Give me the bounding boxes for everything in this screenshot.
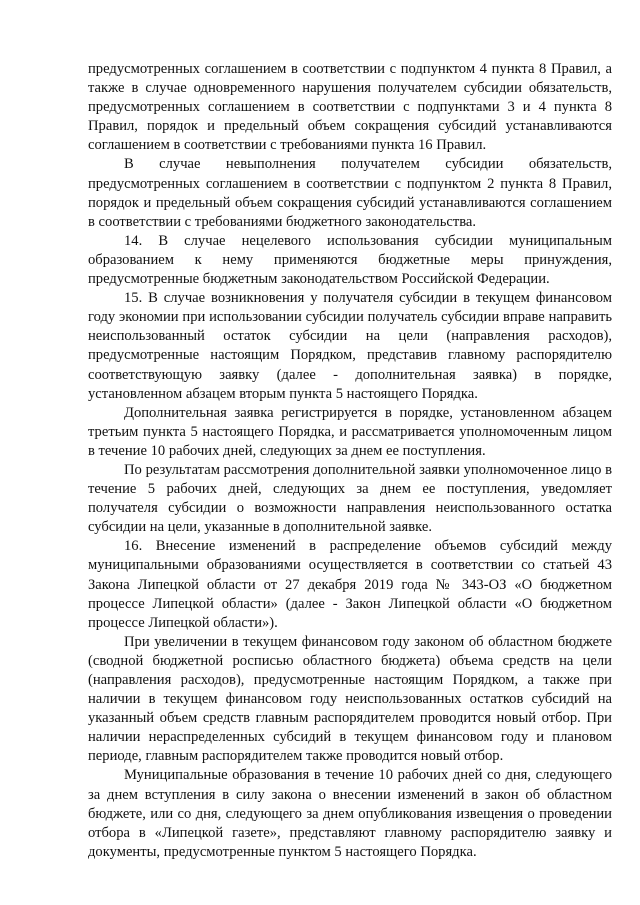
paragraph: Дополнительная заявка регистрируется в порядке, установленном абзацем третьим пункта 5 настоящего Порядка, и рассматривается уполномоченным лицом в течение 10 рабочих дней, следующих за днем ее поступления. bbox=[88, 404, 612, 459]
paragraph-item-15: 15. В случае возникновения у получателя субсидии в текущем финансовом году экономии при использовании субсидии получатель субсидии вправе направить неиспользованный остаток субсидии на цели (направления расходов), предусмотренные настоящим Порядком, представив главному распорядителю соответствующую заявку (далее - дополнительная заявка) в порядке, установленном абзацем вторым пункта 5 настоящего Порядка. bbox=[88, 290, 612, 402]
paragraph: В случае невыполнения получателем субсидии обязательств, предусмотренных соглашением в соответствии с подпунктом 2 пункта 8 Правил, порядок и предельный объем сокращения субсидий устанавливаются соглашением в соответствии с требованиями бюджетного законодательства. bbox=[88, 156, 612, 230]
paragraph-item-16: 16. Внесение изменений в распределение объемов субсидий между муниципальными образованиями осуществляется в соответствии со статьей 43 Закона Липецкой области от 27 декабря 2019 года № 343-ОЗ «О бюджетном процессе Липецкой области» (далее - Закон Липецкой области «О бюджетном процессе Липецкой области»). bbox=[88, 538, 612, 631]
paragraph-item-14: 14. В случае нецелевого использования субсидии муниципальным образованием к нему применяются бюджетные меры принуждения, предусмотренные бюджетным законодательством Российской Федерации. bbox=[88, 232, 612, 288]
paragraph: По результатам рассмотрения дополнительной заявки уполномоченное лицо в течение 5 рабочих дней, следующих за днем ее поступления, уведомляет получателя субсидии о возможности направления неиспользованного остатка субсидии на цели, указанные в дополнительной заявке. bbox=[88, 461, 612, 536]
paragraph: Муниципальные образования в течение 10 рабочих дней со дня, следующего за днем вступления в силу закона о внесении изменений в закон об областном бюджете, или со дня, следующего за днем опубликования извещения о проведении отбора в «Липецкой газете», представляют главному распорядителю заявку и документы, предусмотренные пунктом 5 настоящего Порядка. bbox=[88, 767, 612, 860]
paragraph-continuation: предусмотренных соглашением в соответствии с подпунктом 4 пункта 8 Правил, а также в случае одновременного нарушения получателем субсидии обязательств, предусмотренных соглашением в соответствии с подпунктами 3 и 4 пункта 8 Правил, порядок и предельный объем сокращения субсидий устанавливаются соглашением в соответствии с требованиями пункта 16 Правил. bbox=[88, 61, 612, 154]
paragraph: При увеличении в текущем финансовом году законом об областном бюджете (сводной бюджетной росписью областного бюджета) объема средств на цели (направления расходов), предусмотренные настоящим Порядком, а также при наличии в текущем финансовом году неиспользованных остатков субсидий на указанный объем средств главным распорядителем проводится новый отбор. При наличии нераспределенных субсидий в текущем финансовом году и плановом периоде, главным распорядителем также проводится новый отбор. bbox=[88, 633, 612, 765]
document-body bbox=[88, 60, 612, 862]
